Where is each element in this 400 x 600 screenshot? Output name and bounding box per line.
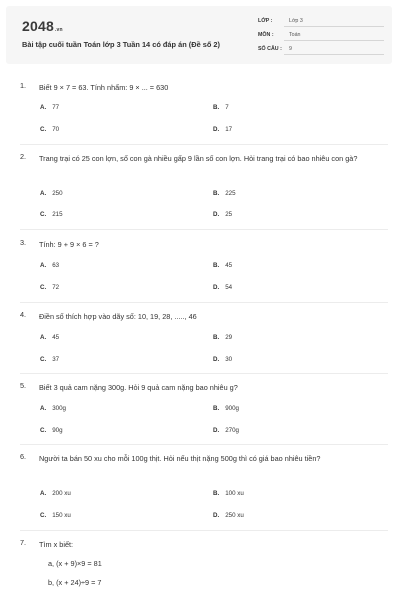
site-logo[interactable] [22, 18, 63, 34]
question-divider [20, 229, 388, 230]
question-number: 4. [20, 310, 27, 319]
q2-option-c[interactable]: C. 215 [40, 211, 63, 218]
meta-class-label: LỚP : [258, 18, 273, 24]
question-number: 2. [20, 152, 27, 161]
question-text: Tính: 9 + 9 × 6 = ? [39, 240, 99, 249]
question-divider [20, 530, 388, 531]
q1-option-d[interactable]: D. 17 [213, 126, 233, 133]
q4-option-b[interactable]: B. 29 [213, 334, 233, 341]
worksheet-title: Bài tập cuối tuần Toán lớp 3 Tuần 14 có đáp án (Đề số 2) [22, 40, 220, 49]
q3-option-a[interactable]: A. 63 [40, 262, 60, 269]
meta-subject-value: Toán [284, 31, 384, 41]
q2-option-a[interactable]: A. 250 [40, 190, 63, 197]
q3-option-d[interactable]: D. 54 [213, 284, 233, 291]
q6-option-d[interactable]: D. 250 xu [213, 512, 244, 519]
q4-option-d[interactable]: D. 30 [213, 356, 233, 363]
question-number: 3. [20, 238, 27, 247]
question-text: Người ta bán 50 xu cho mỗi 100g thịt. Hỏi nếu thịt nặng 500g thì có giá bao nhiêu tiền? [39, 454, 321, 463]
question-number: 5. [20, 381, 27, 390]
question-text: Tìm x biết: [39, 540, 74, 549]
question-text: Biết 3 quả cam nặng 300g. Hỏi 9 quả cam nặng bao nhiêu g? [39, 383, 238, 392]
q3-option-c[interactable]: C. 72 [40, 284, 60, 291]
q5-option-d[interactable]: D. 270g [213, 427, 239, 434]
meta-class-row [258, 17, 384, 29]
q5-option-c[interactable]: C. 90g [40, 427, 63, 434]
q4-option-a[interactable]: A. 45 [40, 334, 60, 341]
question-text: Điền số thích hợp vào dãy số: 10, 19, 28, ....., 46 [39, 312, 197, 321]
q2-option-b[interactable]: B. 225 [213, 190, 236, 197]
meta-class-value: Lớp 3 [284, 17, 384, 27]
meta-subject-label: MÔN : [258, 32, 274, 38]
question-text: Biết 9 × 7 = 63. Tính nhẩm: 9 × ... = 630 [39, 83, 169, 92]
logo-text: 2048 [22, 18, 54, 34]
q7-part-a: a, (x + 9)×9 = 81 [48, 559, 102, 568]
q6-option-c[interactable]: C. 150 xu [40, 512, 71, 519]
q5-option-b[interactable]: B. 900g [213, 405, 239, 412]
question-divider [20, 444, 388, 445]
q7-part-b: b, (x + 24)÷9 = 7 [48, 578, 102, 587]
question-divider [20, 373, 388, 374]
question-text: Trang trại có 25 con lợn, số con gà nhiều gấp 9 lần số con lợn. Hỏi trang trại có bao nhiêu con gà? [39, 154, 358, 163]
question-number: 7. [20, 538, 27, 547]
worksheet-header [6, 6, 392, 64]
question-divider [20, 302, 388, 303]
meta-count-row [258, 45, 384, 57]
q1-option-a[interactable]: A. 77 [40, 104, 60, 111]
question-divider [20, 144, 388, 145]
q2-option-d[interactable]: D. 25 [213, 211, 233, 218]
q1-option-c[interactable]: C. 70 [40, 126, 60, 133]
meta-subject-row [258, 31, 384, 43]
meta-count-label: SỐ CÂU : [258, 46, 282, 52]
q3-option-b[interactable]: B. 45 [213, 262, 233, 269]
q6-option-b[interactable]: B. 100 xu [213, 490, 244, 497]
q5-option-a[interactable]: A. 300g [40, 405, 66, 412]
meta-count-value: 9 [284, 45, 384, 55]
q4-option-c[interactable]: C. 37 [40, 356, 60, 363]
question-number: 1. [20, 81, 27, 90]
q6-option-a[interactable]: A. 200 xu [40, 490, 71, 497]
logo-domain: .vn [54, 27, 63, 33]
question-number: 6. [20, 452, 27, 461]
q1-option-b[interactable]: B. 7 [213, 104, 229, 111]
